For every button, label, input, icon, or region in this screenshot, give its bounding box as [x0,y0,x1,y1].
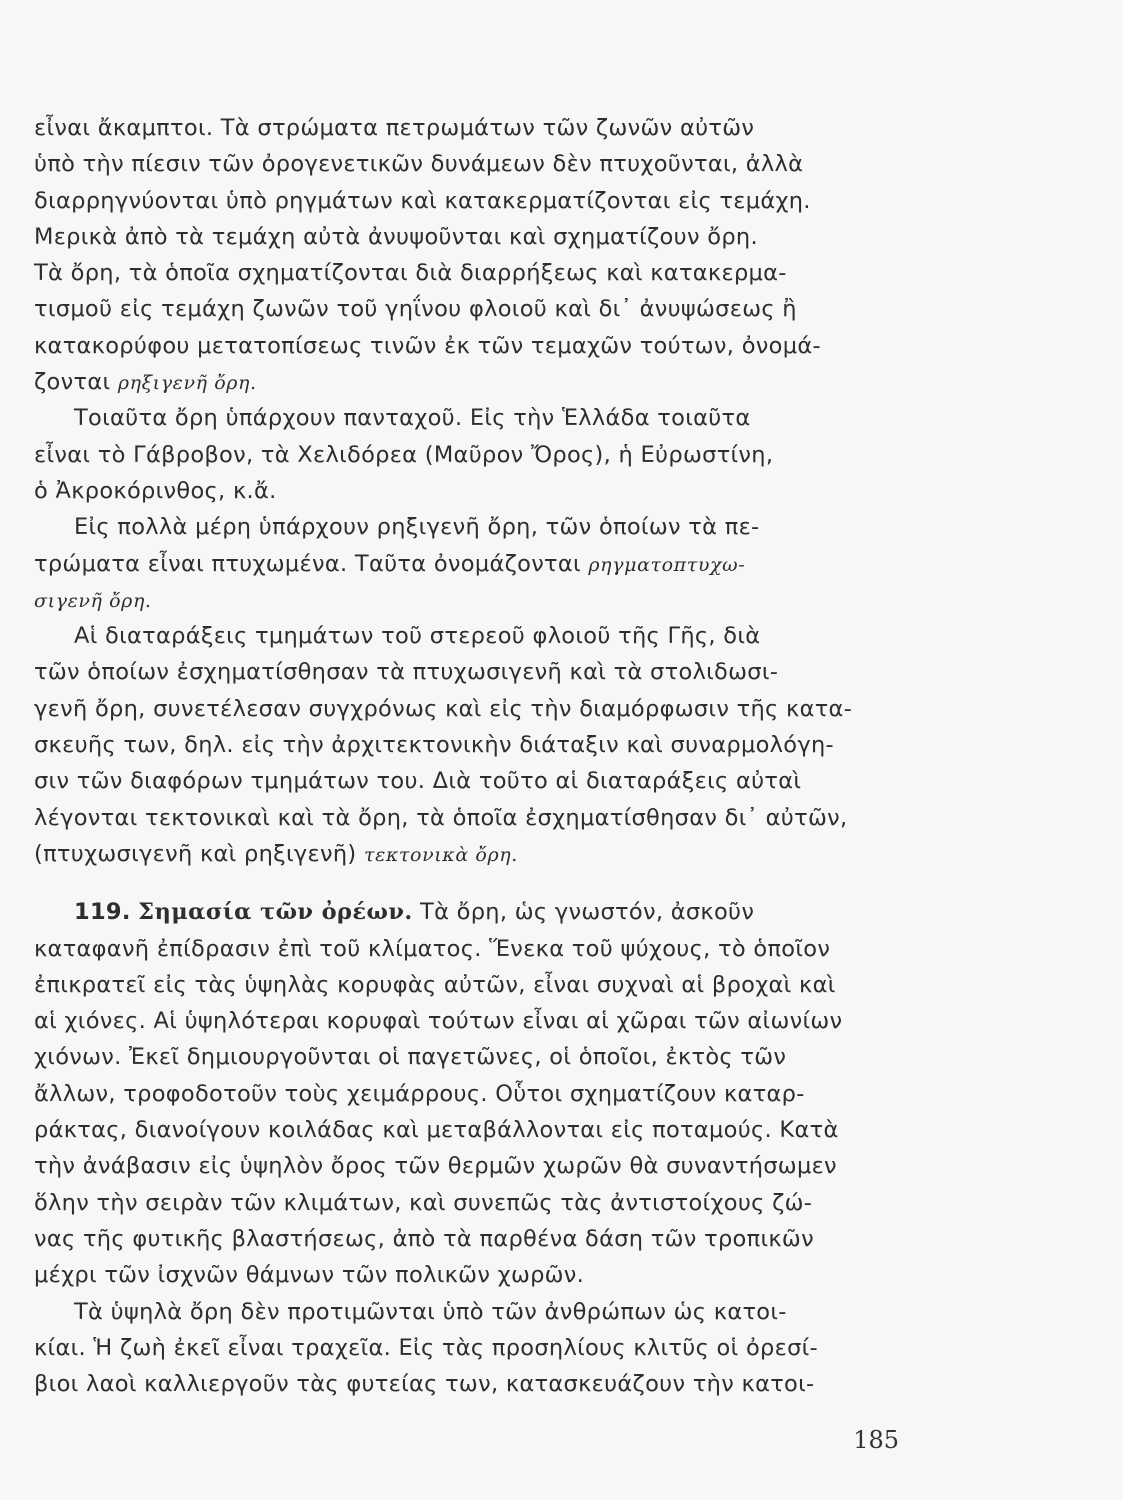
text-fragment: ζονται [34,369,111,396]
text-line: ὁ Ἀκροκόρινθος, κ.ἄ. [34,477,277,504]
paragraph-start: Τοιαῦτα ὄρη ὑπάρχουν πανταχοῦ. Εἰς τὴν Ἑλλάδα τοιαῦτα [74,405,751,432]
text-line: βιοι λαοὶ καλλιεργοῦν τὰς φυτείας των, κατασκευάζουν τὴν κατοι- [34,1371,815,1398]
text-line: διαρρηγνύονται ὑπὸ ρηγμάτων καὶ κατακερματίζονται εἰς τεμάχη. [34,187,811,214]
section-gap [34,872,904,894]
text-line [34,582,904,618]
text-fragment: (πτυχωσιγενῆ καὶ ρηξιγενῆ) [34,840,357,867]
italic-term: ρηγματοπτυχω- [588,553,746,576]
text-line: σκευῆς των, δηλ. εἰς τὴν ἀρχιτεκτονικὴν διάταξιν καὶ συναρμολόγη- [34,732,834,759]
text-line: ὅλην τὴν σειρὰν τῶν κλιμάτων, καὶ συνεπῶς τὰς ἀντιστοίχους ζώ- [34,1189,813,1216]
text-line: σιν τῶν διαφόρων τμημάτων του. Διὰ τοῦτο αἱ διαταράξεις αὐταὶ [34,768,802,795]
text-line: εἶναι τὸ Γάβροβον, τὰ Χελιδόρεα (Μαῦρον Ὄρος), ἡ Εὐρωστίνη, [34,441,774,468]
text-line: γενῆ ὄρη, συνετέλεσαν συγχρόνως καὶ εἰς τὴν διαμόρφωσιν τῆς κατα- [34,695,853,722]
section-heading-line [34,894,904,930]
text-line [34,546,904,582]
text-line: Τὰ ὄρη, τὰ ὁποῖα σχηματίζονται διὰ διαρρήξεως καὶ κατακερμα- [34,260,787,287]
text-line: αἱ χιόνες. Αἱ ὑψηλότεραι κορυφαὶ τούτων εἶναι αἱ χῶραι τῶν αἰωνίων [34,1008,843,1035]
text-line: τὴν ἀνάβασιν εἰς ὑψηλὸν ὄρος τῶν θερμῶν χωρῶν θὰ συναντήσωμεν [34,1153,837,1180]
text-line: καταφανῆ ἐπίδρασιν ἐπὶ τοῦ κλίματος. Ἕνεκα τοῦ ψύχους, τὸ ὁποῖον [34,935,831,962]
text-line: μέχρι τῶν ἰσχνῶν θάμνων τῶν πολικῶν χωρῶν. [34,1262,585,1289]
paragraph-start: Αἱ διαταράξεις τμημάτων τοῦ στερεοῦ φλοιοῦ τῆς Γῆς, διὰ [74,623,761,650]
text-line: νας τῆς φυτικῆς βλαστήσεως, ἀπὸ τὰ παρθένα δάση τῶν τροπικῶν [34,1225,814,1252]
section-title: Σημασία τῶν ὀρέων. [138,899,413,926]
text-fragment: Τὰ ὄρη, ὡς γνωστόν, ἀσκοῦν [420,899,755,926]
paragraph-start: Εἰς πολλὰ μέρη ὑπάρχουν ρηξιγενῆ ὄρη, τῶν ὁποίων τὰ πε- [74,514,760,541]
body-text [34,110,904,1402]
text-line [34,836,904,872]
text-line: λέγονται τεκτονικαὶ καὶ τὰ ὄρη, τὰ ὁποῖα ἐσχηματίσθησαν δι᾽ αὐτῶν, [34,804,848,831]
text-fragment: τρώματα εἶναι πτυχωμένα. Ταῦτα ὀνομάζονται [34,550,581,577]
italic-term: σιγενῆ ὄρη. [34,589,152,612]
text-line: τῶν ὁποίων ἐσχηματίσθησαν τὰ πτυχωσιγενῆ καὶ τὰ στολιδωσι- [34,659,779,686]
text-line: ἐπικρατεῖ εἰς τὰς ὑψηλὰς κορυφὰς αὐτῶν, εἶναι συχναὶ αἱ βροχαὶ καὶ [34,971,836,998]
text-line: τισμοῦ εἰς τεμάχη ζωνῶν τοῦ γηΐνου φλοιοῦ καὶ δι᾽ ἀνυψώσεως ἢ [34,296,797,323]
paragraph-start: Τὰ ὑψηλὰ ὄρη δὲν προτιμῶνται ὑπὸ τῶν ἀνθρώπων ὡς κατοι- [74,1298,787,1325]
text-line: κατακορύφου μετατοπίσεως τινῶν ἐκ τῶν τεμαχῶν τούτων, ὀνομά- [34,332,821,359]
text-line: κίαι. Ἡ ζωὴ ἐκεῖ εἶναι τραχεῖα. Εἰς τὰς προσηλίους κλιτῦς οἱ ὀρεσί- [34,1334,818,1361]
text-line: εἶναι ἄκαμπτοι. Τὰ στρώματα πετρωμάτων τῶν ζωνῶν αὐτῶν [34,115,755,141]
italic-term: ρηξιγενῆ ὄρη. [117,372,257,395]
text-line: χιόνων. Ἐκεῖ δημιουργοῦνται οἱ παγετῶνες, οἱ ὁποῖοι, ἐκτὸς τῶν [34,1044,787,1071]
page-number: 185 [853,1426,899,1454]
text-line: ράκτας, διανοίγουν κοιλάδας καὶ μεταβάλλονται εἰς ποταμούς. Κατὰ [34,1117,839,1144]
text-line [34,364,904,400]
section-number: 119. [74,899,131,926]
text-line: Μερικὰ ἀπὸ τὰ τεμάχη αὐτὰ ἀνυψοῦνται καὶ σχηματίζουν ὄρη. [34,223,758,250]
text-line: ἄλλων, τροφοδοτοῦν τοὺς χειμάρρους. Οὗτοι σχηματίζουν καταρ- [34,1080,805,1107]
text-line: ὑπὸ τὴν πίεσιν τῶν ὀρογενετικῶν δυνάμεων δὲν πτυχοῦνται, ἀλλὰ [34,151,804,178]
italic-term: τεκτονικὰ ὄρη. [363,843,518,866]
